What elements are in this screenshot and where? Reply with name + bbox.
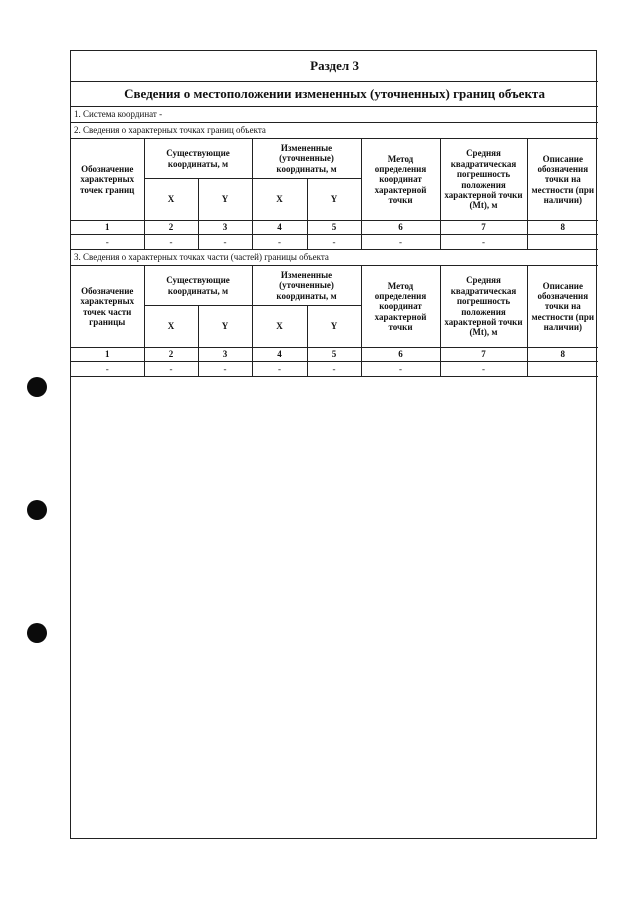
boundary-points-caption: 2. Сведения о характерных точках границ объекта — [71, 123, 598, 139]
column-number-row — [71, 221, 598, 235]
column-number: 5 — [307, 348, 361, 362]
column-number: 4 — [252, 348, 307, 362]
column-number: 3 — [198, 348, 252, 362]
header-error: Средняя квадратическая погрешность положения характерной точки (Mt), м — [440, 139, 527, 221]
header-designation: Обозначение характерных точек части границы — [71, 266, 144, 348]
column-number: 4 — [252, 221, 307, 235]
column-number: 1 — [71, 348, 144, 362]
section-subtitle: Сведения о местоположении измененных (уточненных) границ объекта — [71, 82, 598, 107]
binder-hole-top — [27, 377, 47, 397]
header-error: Средняя квадратическая погрешность положения характерной точки (Mt), м — [440, 266, 527, 348]
column-number: 3 — [198, 221, 252, 235]
document-frame — [70, 50, 597, 839]
table-cell: - — [307, 235, 361, 250]
header-changed-y: Y — [307, 306, 361, 348]
table-cell: - — [198, 362, 252, 377]
table-cell — [527, 362, 598, 377]
column-number: 8 — [527, 221, 598, 235]
binder-hole-bottom — [27, 623, 47, 643]
column-number: 5 — [307, 221, 361, 235]
column-number: 7 — [440, 348, 527, 362]
column-number-row — [71, 348, 598, 362]
table-cell: - — [71, 362, 144, 377]
column-number: 6 — [361, 348, 440, 362]
header-changed-x: X — [252, 179, 307, 221]
coordinate-system-line: 1. Система координат - — [71, 107, 598, 123]
section-title: Раздел 3 — [71, 51, 598, 82]
column-number: 2 — [144, 221, 198, 235]
column-number: 8 — [527, 348, 598, 362]
header-existing-coords: Существующие координаты, м — [144, 266, 252, 306]
header-existing-y: Y — [198, 179, 252, 221]
table-row — [71, 362, 598, 377]
table-cell: - — [440, 235, 527, 250]
header-method: Метод определения координат характерной точки — [361, 266, 440, 348]
header-changed-coords: Измененные (уточненные) координаты, м — [252, 266, 361, 306]
table-cell: - — [307, 362, 361, 377]
header-method: Метод определения координат характерной точки — [361, 139, 440, 221]
header-description: Описание обозначения точки на местности (при наличии) — [527, 266, 598, 348]
header-changed-y: Y — [307, 179, 361, 221]
header-changed-coords: Измененные (уточненные) координаты, м — [252, 139, 361, 179]
header-designation: Обозначение характерных точек границ — [71, 139, 144, 221]
table-cell: - — [71, 235, 144, 250]
header-existing-y: Y — [198, 306, 252, 348]
column-number: 1 — [71, 221, 144, 235]
table-row — [71, 235, 598, 250]
header-existing-x: X — [144, 179, 198, 221]
column-number: 7 — [440, 221, 527, 235]
header-existing-coords: Существующие координаты, м — [144, 139, 252, 179]
binder-hole-middle — [27, 500, 47, 520]
table-cell: - — [361, 362, 440, 377]
table-cell: - — [440, 362, 527, 377]
table-cell: - — [144, 362, 198, 377]
column-number: 2 — [144, 348, 198, 362]
header-changed-x: X — [252, 306, 307, 348]
column-number: 6 — [361, 221, 440, 235]
header-description: Описание обозначения точки на местности (при наличии) — [527, 139, 598, 221]
table-cell: - — [198, 235, 252, 250]
table-cell: - — [252, 362, 307, 377]
table-cell: - — [361, 235, 440, 250]
section-table — [71, 51, 598, 377]
header-existing-x: X — [144, 306, 198, 348]
part-points-caption: 3. Сведения о характерных точках части (частей) границы объекта — [71, 250, 598, 266]
table-cell — [527, 235, 598, 250]
table-cell: - — [252, 235, 307, 250]
table-cell: - — [144, 235, 198, 250]
